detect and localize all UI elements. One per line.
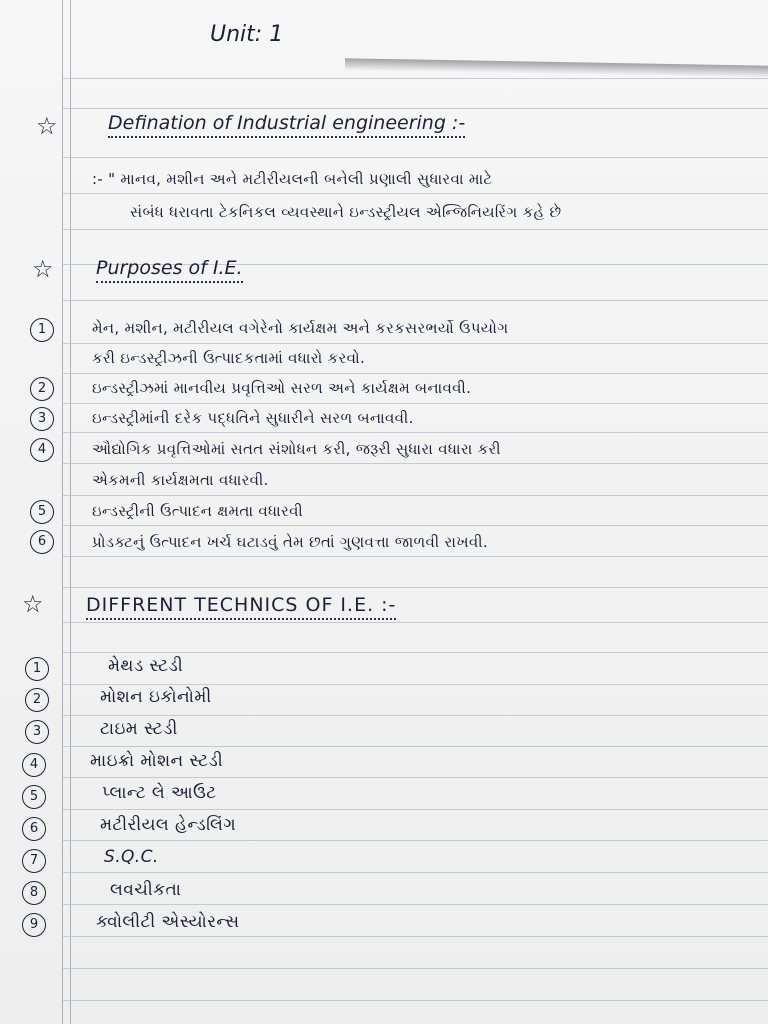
ruled-line	[62, 936, 768, 937]
number-circle: 3	[30, 407, 54, 431]
margin-line-inner	[70, 0, 71, 1024]
technique-item: મોશન ઇકોનોમી	[100, 687, 212, 707]
ruled-line	[62, 715, 768, 716]
number-circle: 6	[22, 817, 46, 841]
definition-line: સંબંધ ધરાવતા ટેકનિકલ વ્યવસ્થાને ઇન્ડસ્ટ્રીયલ એન્જિનિયરિંગ કહે છે	[130, 203, 562, 221]
techniques-heading	[86, 594, 396, 616]
number-circle: 2	[30, 377, 54, 401]
number-circle: 8	[22, 881, 46, 905]
number-circle: 4	[22, 753, 46, 777]
purpose-line: કરી ઇન્ડસ્ટ્રીઝની ઉત્પાદકતામાં વધારો કરવો.	[92, 349, 366, 367]
ruled-line	[62, 1000, 768, 1001]
number-circle: 9	[22, 913, 46, 937]
number-circle: 3	[25, 720, 49, 744]
technique-item: મટીરીયલ હેન્ડલિંગ	[100, 815, 237, 835]
number-circle: 5	[30, 500, 54, 524]
purposes-heading	[96, 257, 243, 279]
ruled-line	[62, 432, 768, 433]
unit-title: Unit: 1	[210, 22, 284, 47]
number-circle: 5	[22, 785, 46, 809]
purpose-line: ઇન્ડસ્ટ્રીમાંની દરેક પદ્ધતિને સુધારીને સરળ બનાવવી.	[92, 409, 414, 427]
ruled-line	[62, 587, 768, 588]
definition-heading	[108, 112, 465, 134]
ruled-line	[62, 809, 768, 810]
purpose-line: મેન, મશીન, મટીરીયલ વગેરેનો કાર્યક્ષમ અને કરકસરભર્યો ઉપયોગ	[92, 319, 509, 337]
number-circle: 6	[30, 530, 54, 554]
ruled-line	[62, 904, 768, 905]
ruled-line	[62, 78, 768, 79]
star-bullet-icon: ☆	[22, 590, 44, 618]
techniques-heading-text: DIFFRENT TECHNICS OF I.E. :-	[86, 594, 396, 620]
ruled-line	[62, 525, 768, 526]
ruled-line	[62, 746, 768, 747]
number-circle: 4	[30, 438, 54, 462]
purpose-line: એકમની કાર્યક્ષમતા વધારવી.	[92, 471, 269, 489]
technique-item: ક્વોલીટી એસ્યોરન્સ	[96, 912, 240, 932]
page-fold-shadow	[345, 58, 768, 77]
technique-item: માઇક્રો મોશન સ્ટડી	[90, 751, 224, 771]
technique-item: પ્લાન્ટ લે આઉટ	[102, 783, 217, 803]
ruled-line	[62, 652, 768, 653]
technique-item: S.Q.C.	[104, 847, 159, 867]
ruled-line	[62, 968, 768, 969]
number-circle: 2	[25, 688, 49, 712]
ruled-line	[62, 495, 768, 496]
number-circle: 7	[22, 849, 46, 873]
margin-line	[62, 0, 63, 1024]
definition-line: :- " માનવ, મશીન અને મટીરીયલની બનેલી પ્રણાલી સુધારવા માટે	[92, 170, 493, 188]
ruled-line	[62, 229, 768, 230]
ruled-line	[62, 300, 768, 301]
technique-item: મેથડ સ્ટડી	[108, 656, 184, 676]
purpose-line: પ્રોડક્ટનું ઉત્પાદન ખર્ચ ઘટાડવું તેમ છતાં ગુણવત્તા જાળવી રાખવી.	[92, 533, 488, 551]
purpose-line: ઇન્ડસ્ટ્રીની ઉત્પાદન ક્ષમતા વધારવી	[92, 502, 304, 520]
ruled-line	[62, 777, 768, 778]
purpose-line: ઇન્ડસ્ટ્રીઝમાં માનવીય પ્રવૃત્તિઓ સરળ અને કાર્યક્ષમ બનાવવી.	[92, 379, 472, 397]
ruled-line	[62, 373, 768, 374]
ruled-line	[62, 403, 768, 404]
technique-item: લવચીકતા	[110, 880, 182, 900]
star-bullet-icon: ☆	[32, 255, 54, 283]
ruled-line	[62, 622, 768, 623]
ruled-line	[62, 872, 768, 873]
ruled-line	[62, 108, 768, 109]
ruled-line	[62, 684, 768, 685]
ruled-line	[62, 343, 768, 344]
star-bullet-icon: ☆	[36, 112, 58, 140]
number-circle: 1	[25, 657, 49, 681]
ruled-line	[62, 556, 768, 557]
ruled-line	[62, 840, 768, 841]
ruled-line	[62, 463, 768, 464]
technique-item: ટાઇમ સ્ટડી	[100, 719, 178, 739]
ruled-line	[62, 193, 768, 194]
purposes-heading-text: Purposes of I.E.	[96, 257, 243, 283]
ruled-line	[62, 157, 768, 158]
purpose-line: ઔદ્યોગિક પ્રવૃત્તિઓમાં સતત સંશોધન કરી, જરૂરી સુધારા વધારા કરી	[92, 440, 501, 458]
definition-heading-text: Defination of Industrial engineering :-	[108, 112, 465, 138]
number-circle: 1	[30, 318, 54, 342]
